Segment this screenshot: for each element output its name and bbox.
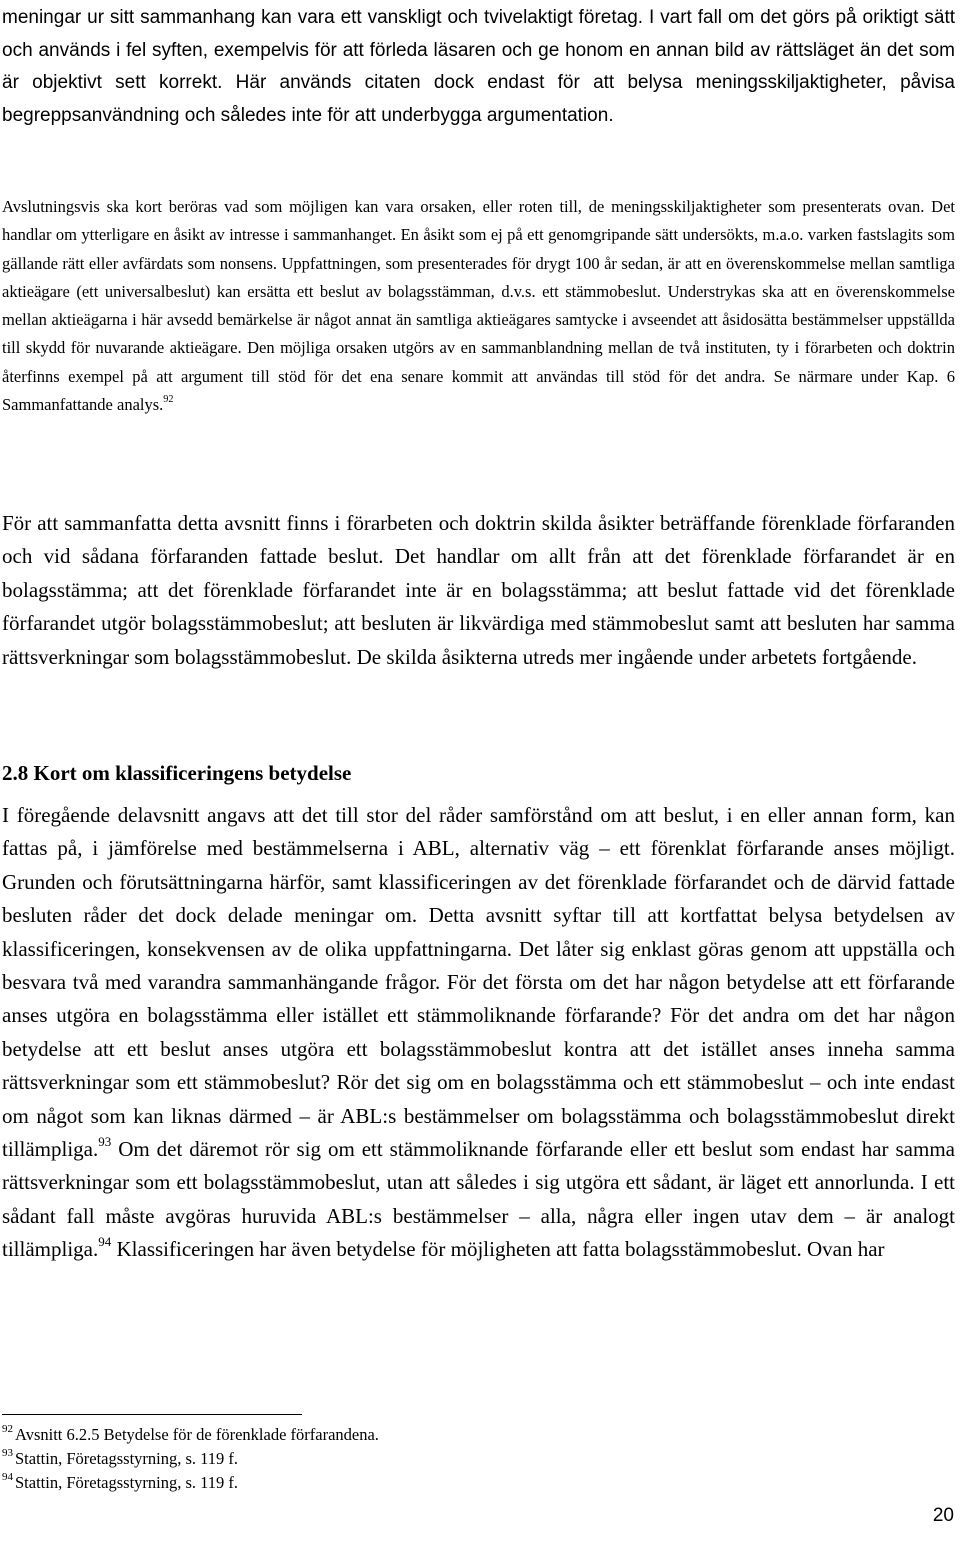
paragraph-summary-text: För att sammanfatta detta avsnitt finns i förarbeten och doktrin skilda åsikter beträffande förenklade förfaranden och vid sådana förfaranden fattade beslut. Det handlar om allt från att det förenklade förfarandet är en bolagsstämma; att det förenklade förfarandet inte är en bolagsstämma; att beslut fattade vid det förenklade förfarandet utgör bolagsstämmobeslut; att besluten är likvärdiga med stämmobeslut samt att besluten har samma rättsverkningar som bolagsstämmobeslut. De skilda åsikterna utreds mer ingående under arbetets fortgående.: [2, 511, 955, 669]
footnote-text: Stattin, Företagsstyrning, s. 119 f.: [15, 1449, 239, 1468]
paragraph-classification: [2, 799, 955, 1267]
footnote-divider: [2, 1414, 302, 1415]
footnote-ref-93: 93: [98, 1134, 112, 1150]
page-number: 20: [932, 1505, 954, 1526]
section-heading: 2.8 Kort om klassificeringens betydelse: [2, 761, 352, 785]
footnote-number: 94: [2, 1471, 13, 1484]
paragraph-summary: [2, 507, 955, 674]
footnote-92: [2, 1425, 379, 1445]
footnote-number: 93: [2, 1447, 13, 1460]
footnote-ref-92: 92: [163, 394, 174, 406]
paragraph-citations-text: meningar ur sitt sammanhang kan vara ett vanskligt och tvivelaktigt företag. I vart fall om det görs på oriktigt sätt och används i fel syften, exempelvis för att förleda läsaren och ge honom en annan bild av rättsläget än det som är objektivt sett korrekt. Här används citaten dock endast för att belysa meningsskiljaktigheter, påvisa begreppsanvändning och således inte för att underbygga argumentation.: [2, 7, 955, 126]
footnote-ref-94: 94: [98, 1234, 112, 1250]
paragraph-classification-text-b: Om det däremot rör sig om ett stämmoliknande förfarande eller ett beslut som endast har samma rättsverkningar som ett bolagsstämmobeslut, utan att således i sig utgöra ett sådant, är läget ett annorlunda. I ett sådant fall måste avgöras huruvida ABL:s bestämmelser – alla, några eller ingen utav dem – är analogt tillämpliga.: [2, 1137, 955, 1262]
paragraph-classification-text-a: I föregående delavsnitt angavs att det till stor del råder samförstånd om att beslut, i en eller annan form, kan fattas på, i jämförelse med bestämmelserna i ABL, alternativ väg – ett förenklat förfarande anses möjligt. Grunden och förutsättningarna härför, samt klassificeringen av det förenklade förfarandet och de därvid fattade besluten råder det dock delade meningar om. Detta avsnitt syftar till att kortfattat belysa betydelsen av klassificeringen, konsekvensen av de olika uppfattningarna. Det låter sig enklast göras genom att uppställa och besvara två med varandra sammanhängande frågor. För det första om det har någon betydelse att ett förfarande anses utgöra en bolagsstämma eller istället ett stämmoliknande förfarande? För det andra om det har någon betydelse att ett beslut anses utgöra ett bolagsstämmobeslut kontra att det istället anses inneha samma rättsverkningar som ett stämmobeslut? Rör det sig om en bolagsstämma och ett stämmobeslut – och inte endast om något som kan liknas därmed – är ABL:s bestämmelser om bolagsstämma och bolagsstämmobeslut direkt tillämpliga.: [2, 803, 955, 1162]
paragraph-classification-text-c: Klassificeringen har även betydelse för möjligheten att fatta bolagsstämmobeslut. Ovan har: [111, 1237, 885, 1262]
paragraph-conclusion: [2, 193, 955, 419]
paragraph-conclusion-text: Avslutningsvis ska kort beröras vad som möjligen kan vara orsaken, eller roten till, de meningsskiljaktigheter som presenterats ovan. Det handlar om ytterligare en åsikt av intresse i sammanhanget. En åsikt som ej på ett genomgripande sätt undersökts, m.a.o. varken fastslagits som gällande rätt eller avfärdats som nonsens. Uppfattningen, som presenterades för drygt 100 år sedan, är att en överenskommelse mellan samtliga aktieägare (ett universalbeslut) kan ersätta ett beslut av bolagsstämman, d.v.s. ett stämmobeslut. Understrykas ska att en överenskommelse mellan aktieägarna i här avsedd bemärkelse är något annat än samtliga aktieägares samtycke i avseendet att åsidosätta bestämmelser uppställda till skydd för nuvarande aktieägare. Den möjliga orsaken utgörs av en sammanblandning mellan de två instituten, ty i förarbeten och doktrin återfinns exempel på att argument till stöd för det ena senare kommit att användas till stöd för det andra. Se närmare under Kap. 6 Sammanfattande analys.: [2, 197, 955, 415]
footnote-text: Stattin, Företagsstyrning, s. 119 f.: [15, 1473, 239, 1492]
footnote-text: Avsnitt 6.2.5 Betydelse för de förenklade förfarandena.: [15, 1425, 379, 1444]
footnote-93: [2, 1449, 238, 1469]
paragraph-citations: [2, 2, 955, 132]
footnote-number: 92: [2, 1423, 13, 1436]
footnote-94: [2, 1473, 238, 1493]
